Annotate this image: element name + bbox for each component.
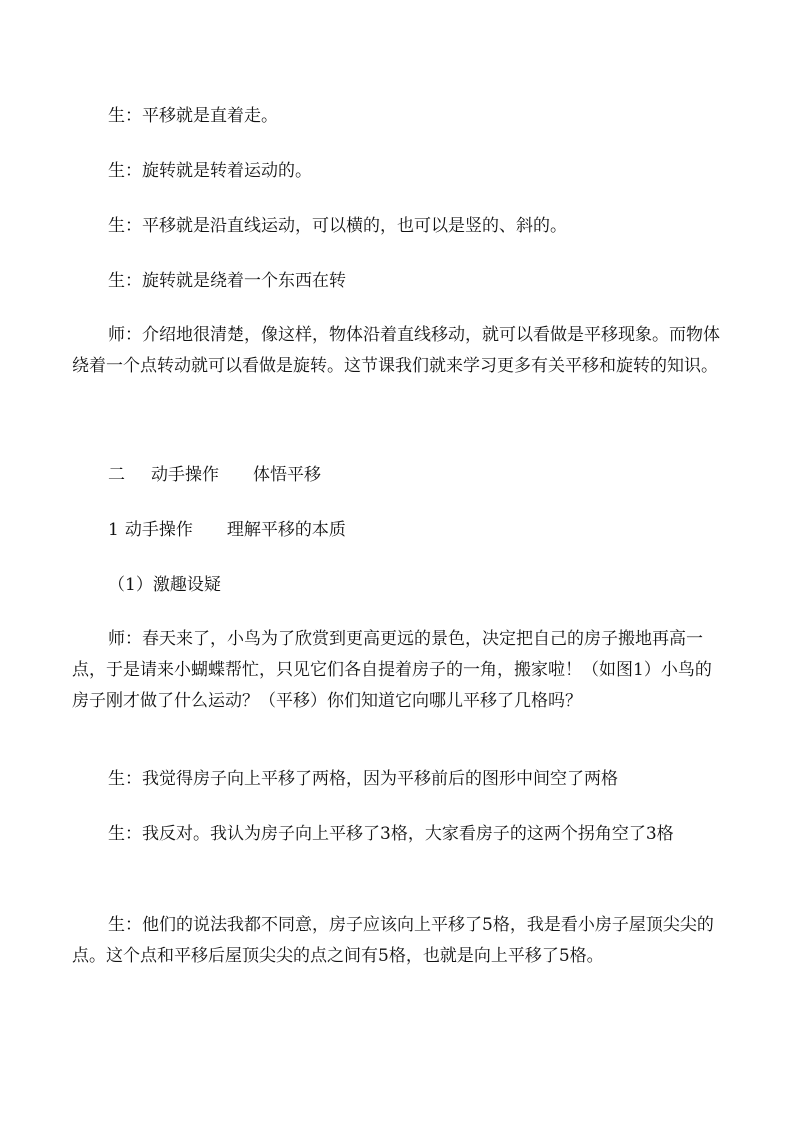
sub-heading (72, 515, 724, 546)
paragraph-student-two-squares: 生：我觉得房子向上平移了两格，因为平移前后的图形中间空了两格 (108, 769, 618, 789)
section-heading-left: 动手操作 (151, 465, 219, 485)
paragraph-teacher-intro: 师：介绍地很清楚，像这样，物体沿着直线移动，就可以看做是平移现象。而物体绕着一个点转动就可以看做是旋转。这节课我们就来学习更多有关平移和旋转的知识。 (72, 325, 720, 376)
sub-heading-right: 理解平移的本质 (226, 520, 346, 540)
subsection-title: （1）激趣设疑 (108, 575, 221, 595)
sub-heading-left: 动手操作 (124, 520, 193, 540)
paragraph-student-4: 生：旋转就是绕着一个东西在转 (108, 271, 346, 291)
paragraph-student-five-squares: 生：他们的说法我都不同意，房子应该向上平移了5格，我是看小房子屋顶尖尖的点。这个点和平移后屋顶尖尖的点之间有5格，也就是向上平移了5格。 (72, 915, 714, 966)
section-heading (72, 460, 724, 491)
section-heading-right: 体悟平移 (253, 465, 321, 485)
paragraph-student-2: 生：旋转就是转着运动的。 (108, 161, 312, 181)
paragraph-teacher-story: 师：春天来了，小鸟为了欣赏到更高更远的景色，决定把自己的房子搬地再高一点，于是请来小蝴蝶帮忙，只见它们各自提着房子的一角，搬家啦！（如图1）小鸟的房子刚才做了什么运动？（平移）你们知道它向哪儿平移了几格吗？ (72, 629, 712, 711)
sub-heading-number: 1 (108, 520, 119, 540)
section-number: 二 (108, 465, 125, 485)
paragraph-student-three-squares: 生：我反对。我认为房子向上平移了3格，大家看房子的这两个拐角空了3格 (108, 824, 674, 844)
paragraph-student-3: 生：平移就是沿直线运动，可以横的，也可以是竖的、斜的。 (108, 216, 567, 236)
paragraph-student-1: 生：平移就是直着走。 (108, 106, 278, 126)
